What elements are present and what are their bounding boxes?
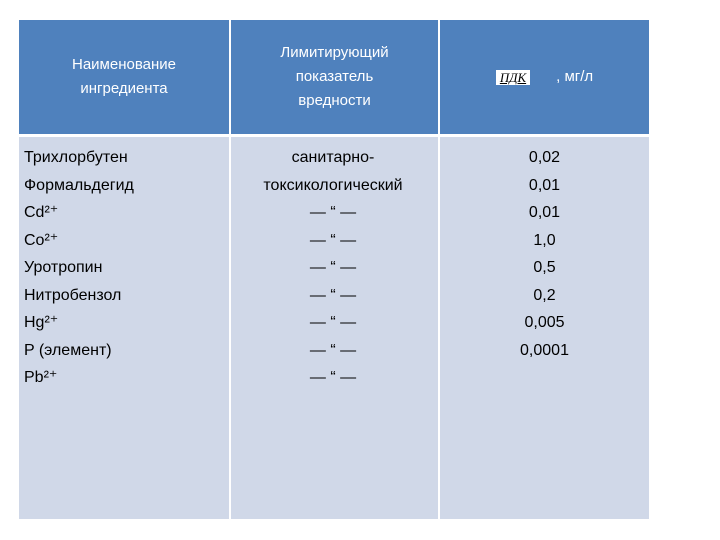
indicator-cell: — “ — (309, 204, 357, 221)
header-limiting-indicator (231, 20, 438, 134)
ingredient-column (24, 144, 224, 392)
header-ingredient-line2: ингредиента (80, 80, 168, 97)
pdk-value-cell: 0,02 (528, 149, 561, 166)
pdk-formula-box: ПДК (496, 70, 530, 85)
ingredient-cell: Co²⁺ (24, 231, 59, 249)
ingredient-cell: Уротропин (24, 259, 103, 276)
indicator-cell: токсикологический (263, 176, 403, 194)
pdk-table (19, 20, 649, 519)
header-divider (19, 134, 649, 137)
pdk-value-cell: 0,5 (533, 259, 556, 276)
limiting-indicator-column (231, 144, 435, 392)
indicator-cell: — “ — (309, 369, 357, 386)
header-limiting-line3: вредности (298, 92, 371, 109)
pdk-value-cell: 1,0 (533, 231, 556, 249)
header-limiting-line1: Лимитирующий (280, 44, 389, 61)
pdk-value-cell: 0,01 (528, 176, 561, 194)
header-unit: , мг/л (556, 68, 594, 85)
pdk-value-column (440, 144, 649, 364)
ingredient-cell: P (элемент) (24, 341, 112, 359)
indicator-cell: — “ — (309, 231, 357, 249)
header-ingredient (19, 20, 229, 134)
ingredient-cell: Cd²⁺ (24, 204, 59, 221)
pdk-value-cell: 0,005 (524, 314, 565, 331)
indicator-cell: санитарно- (291, 149, 375, 166)
ingredient-cell: Pb²⁺ (24, 369, 58, 386)
ingredient-cell: Hg²⁺ (24, 314, 59, 331)
header-pdk (440, 20, 649, 134)
ingredient-cell: Нитробензол (24, 286, 122, 304)
indicator-cell: — “ — (309, 314, 357, 331)
header-ingredient-line1: Наименование (72, 56, 176, 73)
pdk-value-cell: 0,0001 (520, 341, 569, 359)
indicator-cell: — “ — (309, 286, 357, 304)
pdk-value-cell: 0,2 (533, 286, 556, 304)
ingredient-cell: Трихлорбутен (24, 149, 128, 166)
header-limiting-line2: показатель (295, 68, 374, 85)
ingredient-cell: Формальдегид (24, 176, 134, 194)
indicator-cell: — “ — (309, 341, 357, 359)
pdk-value-cell: 0,01 (528, 204, 561, 221)
indicator-cell: — “ — (309, 259, 357, 276)
